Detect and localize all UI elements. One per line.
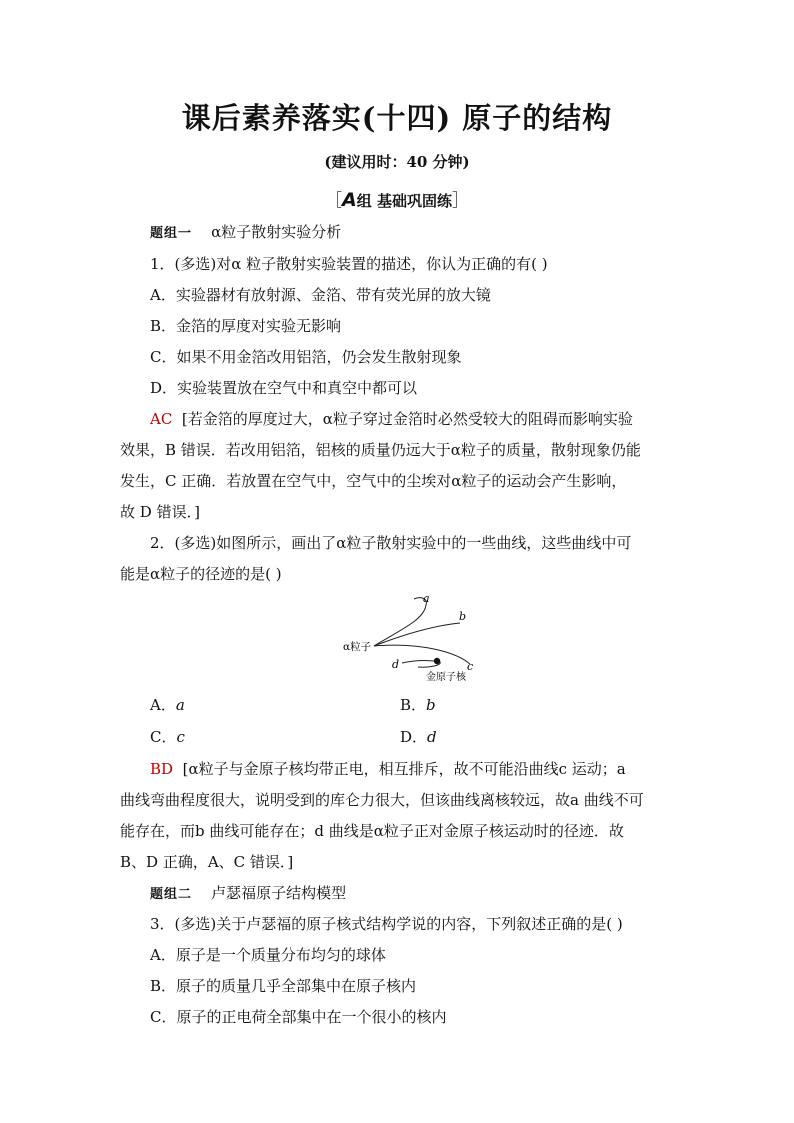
bracket-open: ［: [325, 191, 343, 211]
q1-explanation-line-2: 效果，B 错误．若改用铝箔，铝核的质量仍远大于α粒子的质量，散射现象仍能: [120, 441, 641, 459]
suggested-time: (建议用时：40 分钟): [324, 153, 470, 171]
group-label: 组 基础巩固练: [356, 192, 452, 210]
q1-stem: 1．(多选)对α 粒子散射实验装置的描述，你认为正确的有( ): [150, 255, 548, 273]
q1-explanation-line-4: 故 D 错误．]: [120, 503, 200, 521]
q1-explanation-line-3: 发生，C 正确．若放置在空气中，空气中的尘埃对α粒子的运动会产生影响，: [120, 472, 627, 490]
q1-option-a: A．实验器材有放射源、金箔、带有荧光屏的放大镜: [150, 286, 491, 304]
q1-option-d: D．实验装置放在空气中和真空中都可以: [150, 379, 418, 397]
curve-c: [374, 645, 470, 664]
gold-nucleus-label: 金原子核: [426, 672, 466, 683]
q2-option-d: D．d: [400, 728, 437, 746]
group-heading: [0, 186, 794, 211]
q3-option-b: B．原子的质量几乎全部集中在原子核内: [150, 977, 417, 995]
group-letter: A: [342, 189, 357, 211]
alpha-particle-label: α粒子: [343, 641, 372, 653]
q2-option-b: B．b: [400, 696, 436, 714]
label-c: c: [467, 660, 474, 673]
label-d: d: [392, 658, 400, 671]
curve-b: [374, 623, 460, 646]
label-b: b: [459, 610, 467, 623]
topic-text: α粒子散射实验分析: [211, 223, 342, 241]
q3-option-a: A．原子是一个质量分布均匀的球体: [150, 946, 386, 964]
q1-explanation-line-1: AC [若金箔的厚度过大，α粒子穿过金箔时必然受较大的阻碍而影响实验: [150, 410, 633, 428]
q2-explanation-line-4: B、D 正确，A、C 错误．]: [120, 853, 294, 871]
q2-option-a: A．a: [150, 696, 185, 714]
topic-tag: 题组二: [150, 887, 193, 902]
q3-option-c: C．原子的正电荷全部集中在一个很小的核内: [150, 1008, 447, 1026]
topic-heading-1: [150, 222, 341, 244]
q1-option-c: C．如果不用金箔改用铝箔，仍会发生散射现象: [150, 348, 462, 366]
alpha-scattering-figure: [330, 590, 500, 690]
q2-explanation-line-3: 能存在，而b 曲线可能存在；d 曲线是α粒子正对金原子核运动时的径迹．故: [120, 822, 624, 840]
bracket-close: ］: [451, 191, 469, 211]
topic-text: 卢瑟福原子结构模型: [211, 884, 347, 902]
q2-answer: BD: [150, 760, 174, 778]
q3-stem: 3．(多选)关于卢瑟福的原子核式结构学说的内容，下列叙述正确的是( ): [150, 915, 623, 933]
q2-stem-line-1: 2．(多选)如图所示，画出了α粒子散射实验中的一些曲线，这些曲线中可: [150, 534, 632, 552]
topic-heading-2: [150, 883, 346, 905]
q2-stem-line-2: 能是α粒子的径迹的是( ): [120, 565, 282, 583]
q2-option-c: C．c: [150, 728, 185, 746]
q1-option-b: B．金箔的厚度对实验无影响: [150, 317, 342, 335]
q2-explanation-line-2: 曲线弯曲程度很大，说明受到的库仑力很大，但该曲线离核较远，故a 曲线不可: [120, 791, 644, 809]
page-title: 课后素养落实(十四) 原子的结构: [181, 101, 613, 135]
q1-answer: AC: [150, 410, 173, 428]
label-a: a: [423, 592, 430, 605]
topic-tag: 题组一: [150, 226, 193, 241]
q2-explanation-line-1: BD [α粒子与金原子核均带正电，相互排斥，故不可能沿曲线c 运动；a: [150, 760, 626, 778]
gold-nucleus: [434, 658, 440, 664]
curve-a: [374, 598, 426, 646]
